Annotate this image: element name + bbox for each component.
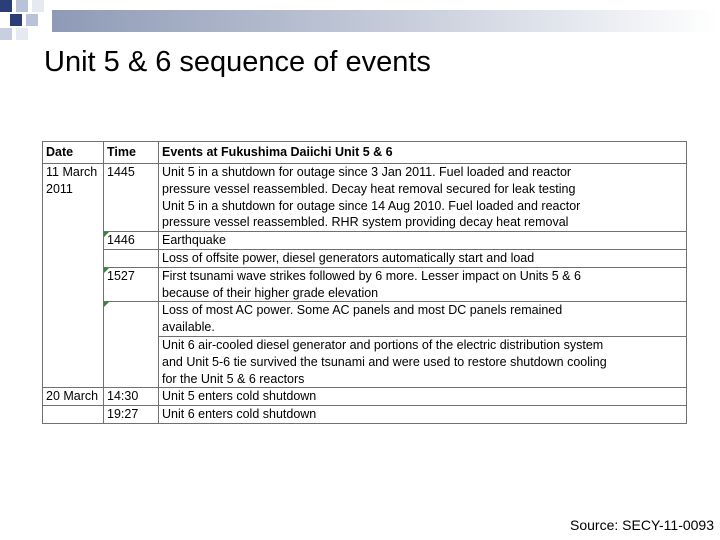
date-cell	[43, 406, 104, 424]
time-text: 1527	[107, 268, 135, 283]
time-cell	[104, 249, 159, 267]
table-row	[43, 302, 687, 337]
header-gradient-bar	[52, 10, 718, 32]
event-line: Unit 6 enters cold shutdown	[162, 407, 317, 422]
time-cell	[104, 232, 159, 250]
time-text: 1446	[107, 233, 135, 248]
event-cell	[159, 232, 687, 250]
event-line: Unit 6 air-cooled diesel generator and portions of the electric distribution system	[162, 337, 604, 352]
time-cell	[104, 406, 159, 424]
date-line: 2011	[46, 181, 73, 196]
table-row	[43, 164, 687, 232]
event-cell	[159, 336, 687, 387]
decorative-square	[0, 0, 12, 12]
event-line: and Unit 5-6 tie survived the tsunami and were used to restore shutdown cooling	[162, 354, 607, 369]
date-line: 11 March	[46, 165, 98, 179]
table-row	[43, 232, 687, 250]
time-text: 1445	[107, 165, 135, 179]
event-line: pressure vessel reassembled. Decay heat removal secured for leak testing	[162, 181, 576, 196]
cell-corner-marker-icon	[104, 232, 109, 237]
decorative-square	[10, 14, 22, 26]
cell-corner-marker-icon	[104, 268, 109, 273]
header-date: Date	[43, 142, 104, 164]
time-text: 19:27	[107, 407, 139, 422]
event-line: because of their higher grade elevation	[162, 285, 379, 300]
table-row	[43, 388, 687, 406]
event-line: Unit 5 in a shutdown for outage since 14 Aug 2010. Fuel loaded and reactor	[162, 198, 581, 213]
event-line: Unit 5 in a shutdown for outage since 3 Jan 2011. Fuel loaded and reactor	[162, 165, 572, 179]
event-cell	[159, 388, 687, 406]
event-line: Unit 5 enters cold shutdown	[162, 389, 317, 404]
event-line: Loss of offsite power, diesel generators automatically start and load	[162, 250, 535, 265]
event-cell	[159, 302, 687, 337]
event-cell	[159, 164, 687, 232]
event-line: available.	[162, 320, 215, 335]
decorative-square	[32, 0, 44, 12]
time-text: 14:30	[107, 389, 139, 404]
time-cell	[104, 267, 159, 302]
header-time: Time	[104, 142, 159, 164]
table-row	[43, 249, 687, 267]
source-citation: Source: SECY-11-0093	[570, 517, 714, 533]
event-cell	[159, 406, 687, 424]
table-row	[43, 267, 687, 302]
event-line: First tsunami wave strikes followed by 6 more. Lesser impact on Units 5 & 6	[162, 268, 581, 283]
event-line: pressure vessel reassembled. RHR system providing decay heat removal	[162, 215, 569, 230]
decorative-square	[26, 14, 38, 26]
slide-title: Unit 5 & 6 sequence of events	[44, 46, 431, 78]
table-row	[43, 406, 687, 424]
table-body	[43, 164, 687, 424]
event-cell	[159, 267, 687, 302]
event-cell	[159, 249, 687, 267]
time-cell	[104, 164, 159, 232]
event-line: Earthquake	[162, 233, 226, 248]
decorative-square	[0, 28, 12, 40]
event-line: for the Unit 5 & 6 reactors	[162, 371, 305, 386]
event-line: Loss of most AC power. Some AC panels and most DC panels remained	[162, 303, 563, 318]
date-line: 20 March	[46, 389, 99, 404]
time-cell	[104, 388, 159, 406]
events-table	[42, 141, 687, 424]
time-cell	[104, 302, 159, 388]
date-cell	[43, 164, 104, 388]
decorative-square	[16, 28, 28, 40]
table-header-row	[43, 142, 687, 164]
decorative-square	[16, 0, 28, 12]
header-events: Events at Fukushima Daiichi Unit 5 & 6	[159, 142, 687, 164]
cell-corner-marker-icon	[104, 302, 109, 307]
date-cell	[43, 388, 104, 406]
